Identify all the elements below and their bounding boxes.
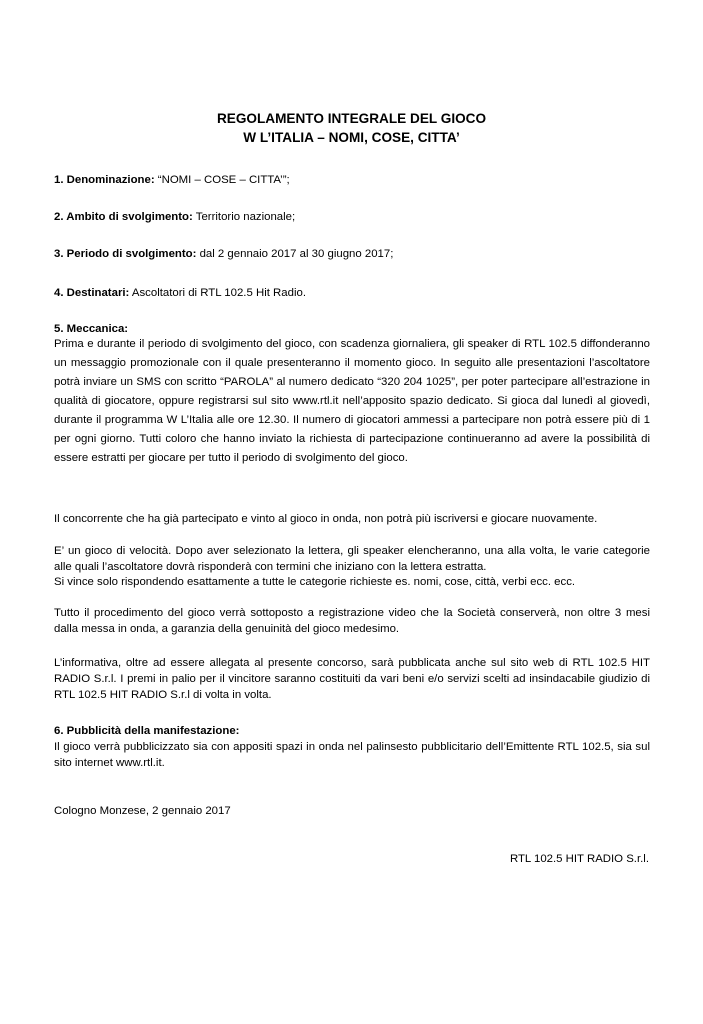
section-pubblicita-heading xyxy=(54,723,239,739)
section-text: Ascoltatori di RTL 102.5 Hit Radio. xyxy=(129,287,306,299)
section-label: 6. Pubblicità della manifestazione: xyxy=(54,725,240,737)
meccanica-paragraph-4: Tutto il procedimento del gioco verrà sottoposto a registrazione video che la Società conserverà, non oltre 3 mesi dalla messa in onda, a garanzia della genuinità del gioco medesimo. xyxy=(54,607,650,635)
section-label: 4. Destinatari: xyxy=(54,287,130,299)
section-label: 2. Ambito di svolgimento: xyxy=(54,211,193,223)
section-periodo xyxy=(54,246,393,262)
signature: RTL 102.5 HIT RADIO S.r.l. xyxy=(509,853,649,865)
meccanica-paragraph-5: L’informativa, oltre ad essere allegata al presente concorso, sarà pubblicata anche sul sito web di RTL 102.5 HIT RADIO S.r.l. I premi in palio per il vincitore saranno costituiti da vari beni e/o servizi scelti ad insindacabile giudizio di RTL 102.5 HIT RADIO S.r.l di volta in volta. xyxy=(54,657,650,701)
pubblicita-paragraph: Il gioco verrà pubblicizzato sia con appositi spazi in onda nel palinsesto pubblicitario dell’Emittente RTL 102.5, sia sul sito internet www.rtl.it. xyxy=(54,741,650,769)
section-destinatari xyxy=(54,285,306,301)
meccanica-paragraph-3b: Si vince solo rispondendo esattamente a tutte le categorie richieste es. nomi, cose, città, verbi ecc. ecc. xyxy=(54,576,576,588)
meccanica-paragraph-1: Prima e durante il periodo di svolgimento del gioco, con scadenza giornaliera, gli speaker di RTL 102.5 diffonderanno un messaggio promozionale con il quale presenteranno il momento gioco. In seguito alle presentazioni l’ascoltatore potrà inviare un SMS con scritto “PAROLA” al numero dedicato “320 204 1025”, per poter partecipare all’estrazione in qualità di giocatore, oppure registrarsi sul sito www.rtl.it nell’apposito spazio dedicato. Si gioca dal lunedì al giovedì, durante il programma W L’Italia alle ore 12.30. Il numero di giocatori ammessi a partecipare non potrà essere più di 1 per ogni giorno. Tutti coloro che hanno inviato la richiesta di partecipazione continueranno ad avere la possibilità di essere estratti per giocare per tutto il periodo di svolgimento del gioco. xyxy=(54,338,650,464)
document-title-line1: REGOLAMENTO INTEGRALE DEL GIOCO xyxy=(216,111,487,126)
section-label: 1. Denominazione: xyxy=(54,174,155,186)
document-title-line2: W L’ITALIA – NOMI, COSE, CITTA’ xyxy=(243,130,460,145)
section-text: Territorio nazionale; xyxy=(192,211,296,223)
meccanica-paragraph-3a: E’ un gioco di velocità. Dopo aver selezionato la lettera, gli speaker elencheranno, una alla volta, le varie categorie alle quali l’ascoltatore dovrà risponderà con termini che iniziano con la lettera estratta. xyxy=(54,545,650,573)
meccanica-paragraph-2: Il concorrente che ha già partecipato e vinto al gioco in onda, non potrà più iscriversi e giocare nuovamente. xyxy=(54,513,598,525)
section-label: 5. Meccanica: xyxy=(54,323,129,335)
section-ambito xyxy=(54,209,295,225)
section-text: dal 2 gennaio 2017 al 30 giugno 2017; xyxy=(196,248,394,260)
section-denominazione xyxy=(54,172,290,188)
section-text: “NOMI – COSE – CITTA’”; xyxy=(154,174,290,186)
section-label: 3. Periodo di svolgimento: xyxy=(54,248,197,260)
place-and-date: Cologno Monzese, 2 gennaio 2017 xyxy=(54,805,231,817)
